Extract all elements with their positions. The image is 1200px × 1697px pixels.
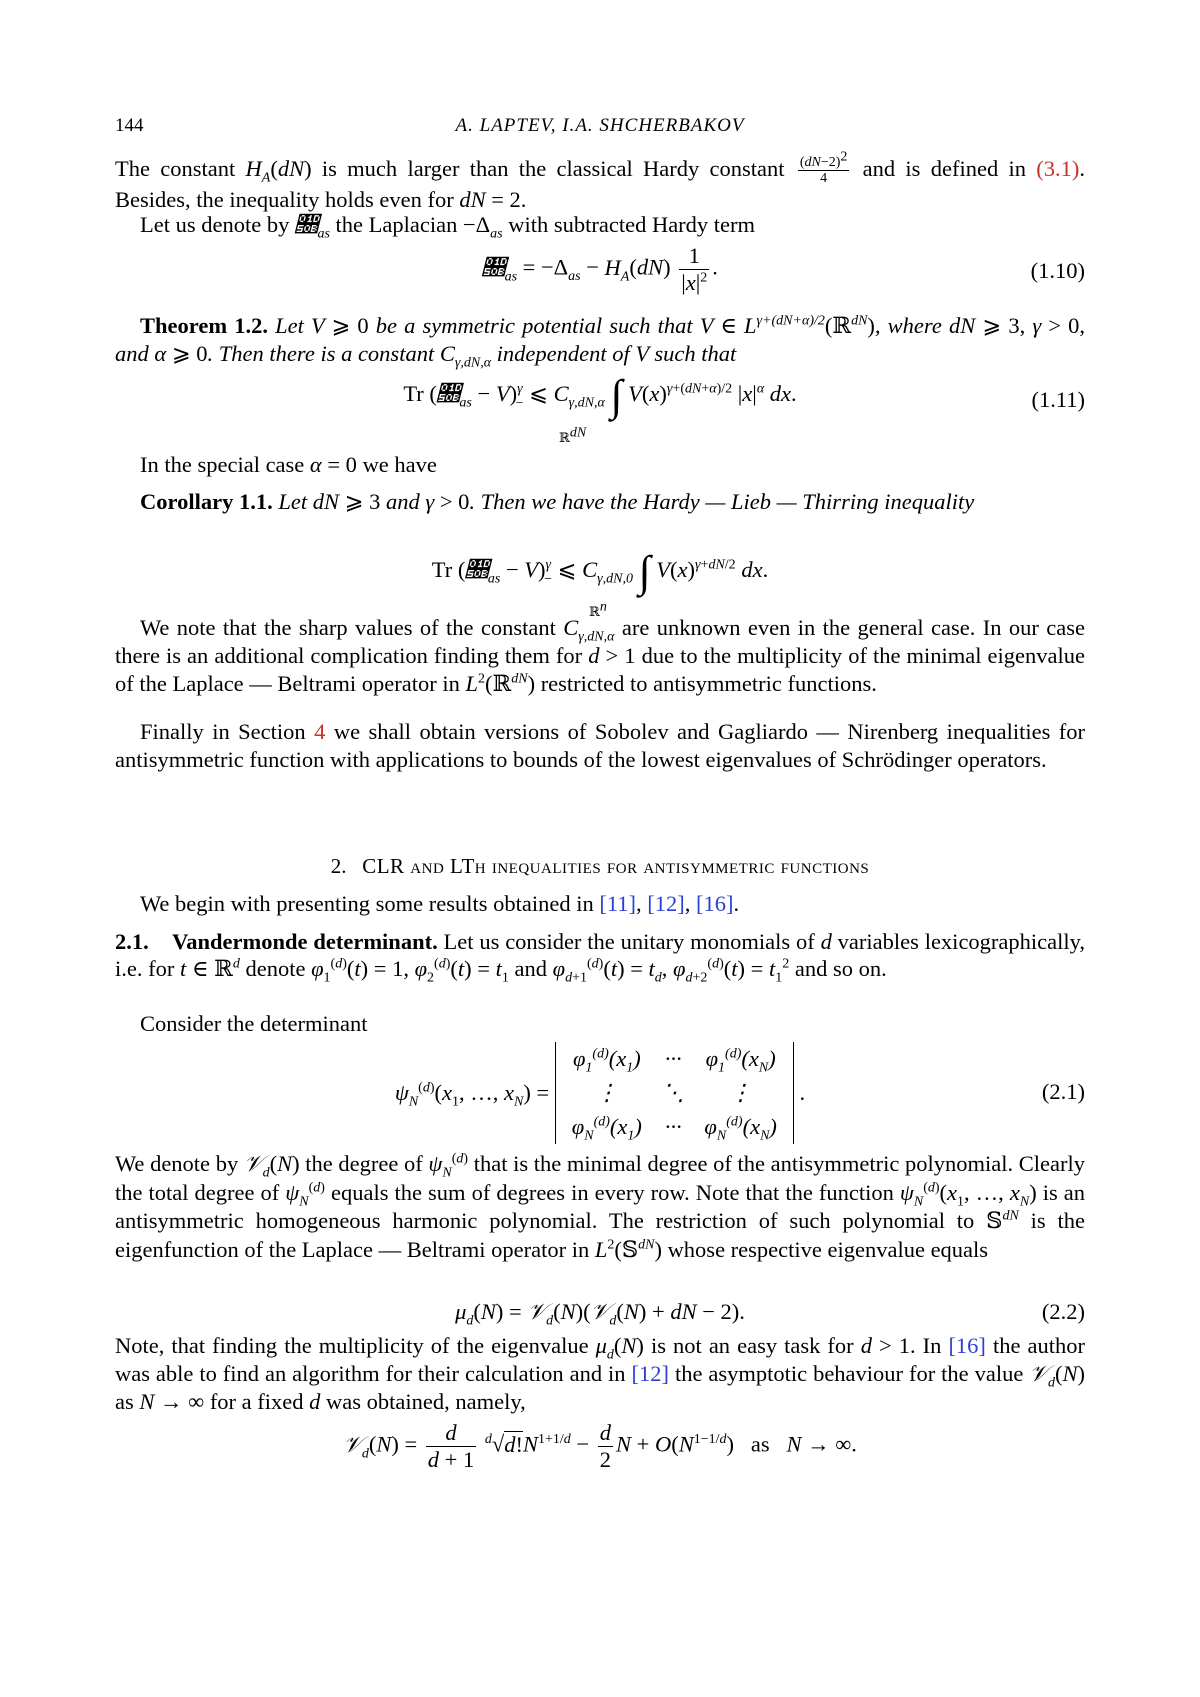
subsection-2-1: 2.1. Vandermonde determinant. Let us consider the unitary monomials of d variables lexicographically, i.e. for t ∈ ℝ$^d$ denote $\varphi_1^{(d)}(t) = 1$, $\varphi_2^{(d)}(t) = t_1$ and $\varphi_{d+1}^{(d)}(t) = t_d$, $\varphi_{d+2}^{(d)}(t) = t_1^2$ and so on. bbox=[115, 929, 1086, 986]
equation-2-2: $\mu_d(N)$ = 𝒱$_d$(N)(𝒱$_d$(N) + dN − 2). (2.2) bbox=[455, 1299, 1085, 1329]
paragraph-laplacian: Let us denote by $𝔋_{as}$ the Laplacian $-\Delta_{as}$ with subtracted Hardy term bbox=[140, 212, 756, 242]
ref-12-b[interactable]: [12] bbox=[631, 1361, 669, 1386]
hardy-classical-fraction: $\frac{(dN-2)^2}{4}$ bbox=[799, 149, 848, 187]
theorem-1-2: Theorem 1.2. Let V ⩾ 0 be a symmetric potential such that V ∈ $L^{\gamma+(dN+\alpha)/2}(ℝ^{dN})$, where dN ⩾ 3, γ > 0, and α ⩾ 0. Then there is a constant $C_{\gamma,dN,\alpha}$ independent of V such that bbox=[115, 313, 1086, 371]
paragraph-begin: We begin with presenting some results obtained in [11], [12], [16]. bbox=[140, 891, 740, 916]
equation-1-10: $𝔋_{as} = -\Delta_{as} - H_A(dN)$ $\frac{1}{|x|^2}$ . (1.10) bbox=[482, 243, 1085, 295]
paragraph-hardy-constant: The constant $H_A(dN)$ is much larger than the classical Hardy constant $\frac{(dN-2)^2}{4}$ and is defined in (3.1). Besides, the inequality holds even for dN = 2. bbox=[115, 149, 1086, 213]
paragraph-special-case: In the special case α = 0 we have bbox=[140, 452, 437, 477]
corollary-1-1: Corollary 1.1. Let dN ⩾ 3 and γ > 0. Then we have the Hardy — Lieb — Thirring inequality bbox=[140, 489, 975, 514]
paragraph-multiplicity: Note, that finding the multiplicity of the eigenvalue $\mu_d(N)$ is not an easy task for d > 1. In [16] the author was able to find an algorithm for their calculation and in [12] the asymptotic behaviour for the value 𝒱$_d$(N) as N → ∞ for a fixed d was obtained, namely, bbox=[115, 1333, 1086, 1414]
equation-asymptotic: 𝒱$_d$(N) = $\frac{d}{d + 1}$ $^d√d!N^{1+1/d}$ − $\frac{d}{2}$ $N + O(N^{1-1/d})$ as N → ∞. bbox=[343, 1420, 857, 1472]
ref-section-4[interactable]: 4 bbox=[314, 719, 326, 744]
paragraph-degree: We denote by 𝒱$_d$(N) the degree of $\psi_N^{(d)}$ that is the minimal degree of the antisymmetric polynomial. Clearly the total degree of $\psi_N^{(d)}$ equals the sum of degrees in every row. Note that the function $\psi_N^{(d)}(x_1$, …, $x_N$) is an antisymmetric homogeneous harmonic polynomial. The restriction of such polynomial to 𝕊$^{dN}$ is the eigenfunction of the Laplace — Beltrami operator in $L^2(𝕊^{dN})$ whose respective eigenvalue equals bbox=[115, 1151, 1086, 1262]
paragraph-finally: Finally in Section 4 we shall obtain versions of Sobolev and Gagliardo — Nirenberg inequalities for antisymmetric function with applications to bounds of the lowest eigenvalues of Schrödinger operators. bbox=[115, 719, 1086, 772]
ref-12[interactable]: [12] bbox=[647, 891, 685, 916]
ref-16[interactable]: [16] bbox=[696, 891, 734, 916]
running-title: A. LAPTEV, I.A. SHCHERBAKOV bbox=[455, 115, 745, 136]
equation-1-11: Tr $(𝔋_{as} - V)^\gamma_-$ ⩽ $C_{\gamma,dN,\alpha}$ ∫ $V(x)^{\gamma+(dN+\alpha)/2}$ $|x|^\alpha$ dx. ℝ$^{dN}$ (1.11) bbox=[403, 371, 1085, 445]
ref-16-b[interactable]: [16] bbox=[948, 1333, 986, 1358]
paragraph-sharp-values: We note that the sharp values of the constant $C_{\gamma,dN,\alpha}$ are unknown even in the general case. In our case there is an additional complication finding them for d > 1 due to the multiplicity of the minimal eigenvalue of the Laplace — Beltrami operator in $L^2(ℝ^{dN})$ restricted to antisymmetric functions. bbox=[115, 615, 1086, 696]
ref-11[interactable]: [11] bbox=[599, 891, 637, 916]
equation-hardy-lieb-thirring: Tr $(𝔋_{as} - V)^\gamma_-$ ⩽ $C_{\gamma,dN,0}$ ∫ $V(x)^{\gamma+dN/2}$ dx. ℝ$^n$ bbox=[431, 547, 769, 619]
paragraph-consider: Consider the determinant bbox=[140, 1011, 368, 1036]
page-number: 144 bbox=[115, 115, 144, 136]
vandermonde-determinant: $\varphi_1^{(d)}(x_1)$ ··· $\varphi_1^{(d)}(x_N)$ ⋮ ⋱ ⋮ $\varphi_N^{(d)}(x_1)$ ··· $\varphi_N^{(d)}(x_N)$ bbox=[555, 1042, 794, 1144]
equation-2-1: $\psi_N^{(d)}(x_1$, …, $x_N$) = $\varphi_1^{(d)}(x_1)$ ··· $\varphi_1^{(d)}(x_N)$ ⋮ ⋱ ⋮ $\varphi_N^{(d)}(x_1)$ ··· $\varphi_N^{(d)}(x_N)$ . (2.1) bbox=[115, 1042, 1085, 1146]
section-2-heading: 2. CLR and LTh inequalities for antisymmetric functions bbox=[330, 854, 870, 878]
ref-3-1[interactable]: (3.1) bbox=[1036, 156, 1080, 181]
